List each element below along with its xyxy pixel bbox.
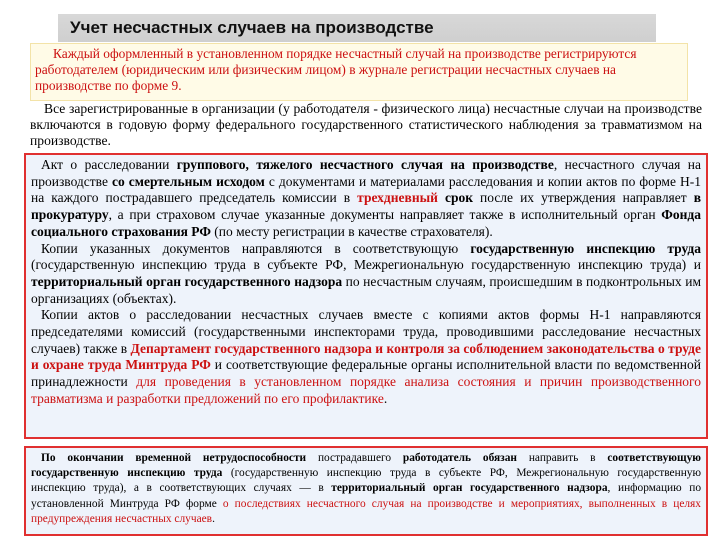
statistics-paragraph: Все зарегистрированные в организации (у работодателя - физического лица) несчастные случаи на производстве включаются в годовую форму федерального государственного статистического наблюдения за травматизмом на производстве. xyxy=(30,101,702,149)
title-bar xyxy=(58,14,656,42)
act-paragraph: Акт о расследовании группового, тяжелого несчастного случая на производстве, несчастного случая на производстве со смертельным исходом с документами и материалами расследования и копии актов по форме Н-1 на каждого пострадавшего председатель комиссии в трехдневный срок после их утверждения направляет в прокуратуру, а при страховом случае указанные документы направляет также в исполнительный орган Фонда социального страхования РФ (по месту регистрации в качестве страхователя). xyxy=(31,157,701,239)
investigation-acts-box xyxy=(24,153,708,439)
registration-note-line-2: работодателем (юридическим или физическим лицом) в журнале регистрации несчастных случаев на xyxy=(35,62,616,78)
page-title: Учет несчастных случаев на производстве xyxy=(70,18,434,37)
registration-note-line-1: Каждый оформленный в установленном порядке несчастный случай на производстве регистрируются xyxy=(53,46,637,61)
registration-note-box xyxy=(30,43,688,101)
department-paragraph: Копии актов о расследовании несчастных случаев вместе с копиями актов формы Н-1 направляются председателями комиссий (государственными инспекторами труда, проводившими расследование несчастных случаев) также в Департамент государственного надзора и контроля за соблюдением законодательства о труде и охране труда Минтруда РФ и соответствующие федеральные органы исполнительной власти по ведомственной принадлежности для проведения в установленном порядке анализа состояния и причин производственного травматизма и разработки предложений по его профилактике. xyxy=(31,307,701,406)
registration-note-line-3: производстве по форме 9. xyxy=(35,78,182,94)
disability-end-box: По окончании временной нетрудоспособности пострадавшего работодатель обязан направить в соответствующую государственную инспекцию труда (государственную инспекцию труда в субъекте РФ, Межрегиональную государственную инспекцию труда), а в соответствующих случаях — в территориальный орган государственного надзора, информацию по установленной Минтруда РФ форме о последствиях несчастного случая на производстве и мероприятиях, выполненных в целях предупреждения несчастных случаев. xyxy=(24,446,708,536)
copies-paragraph: Копии указанных документов направляются в соответствующую государственную инспекцию труда (государственную инспекцию труда в субъекте РФ, Межрегиональную государственную инспекцию труда) и территориальный орган государственного надзора по несчастным случаям, происшедшим в подконтрольных им организациях (объектах). xyxy=(31,240,701,306)
